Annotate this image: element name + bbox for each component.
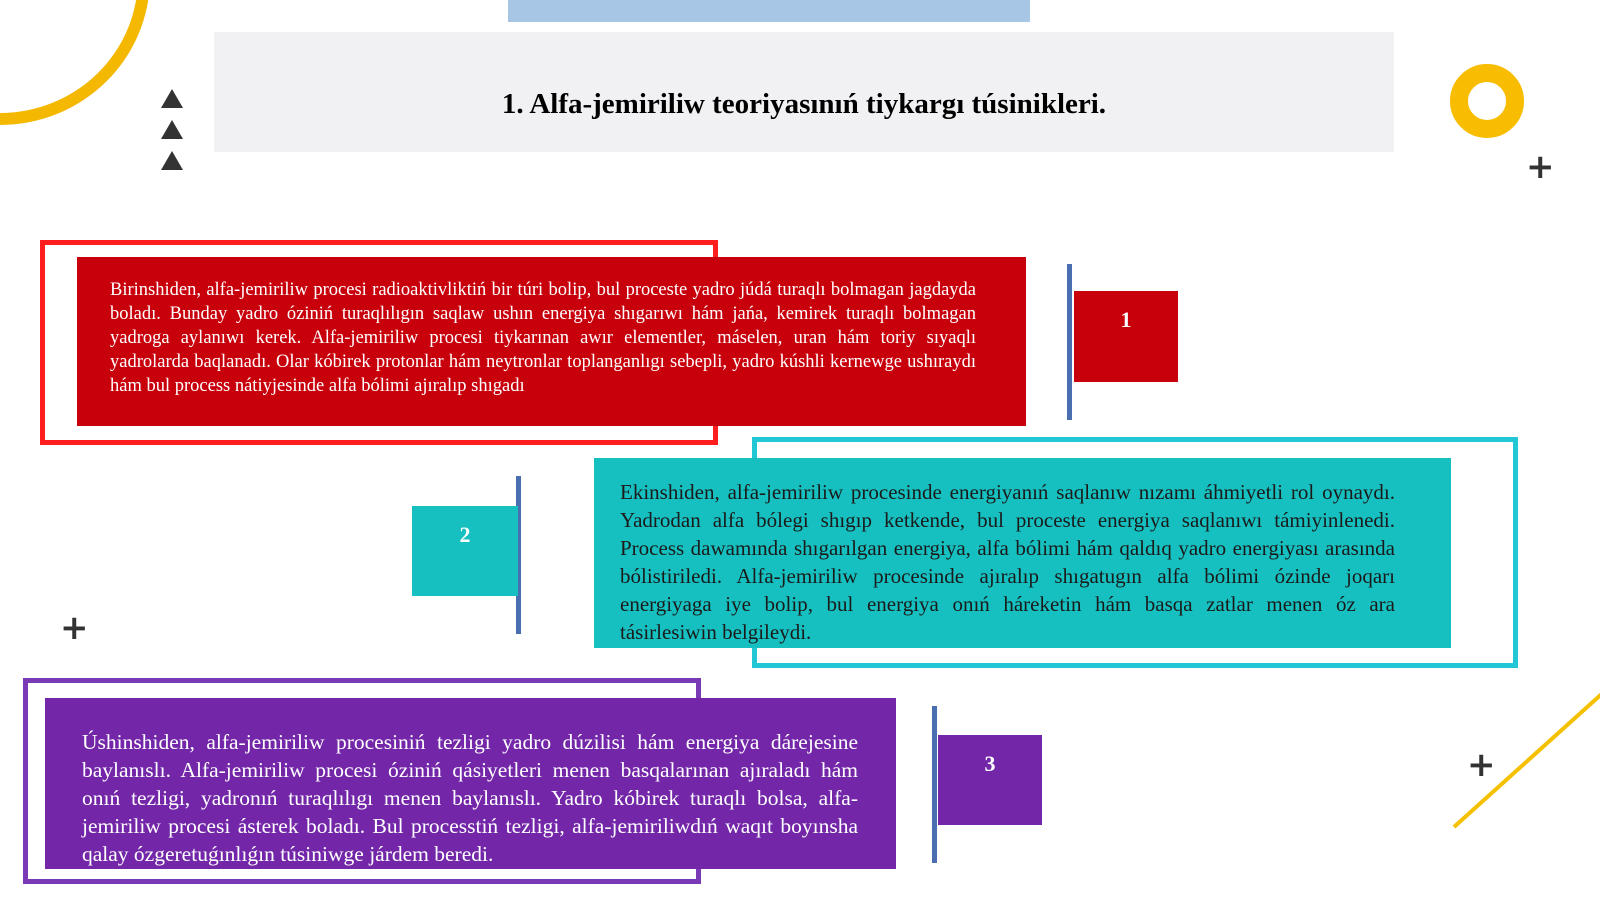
section-3-text: Úshinshiden, alfa-jemiriliw procesiniń tezligi yadro dúzilisi hám energiya dárejesine baylanıslı. Alfa-jemiriliw procesi óziniń qásiyetleri menen basqalarınan ajıraladı hám onıń tezligi, yadronıń turaqlılıgı menen baylanıslı. Yadro kóbirek turaqlı bolsa, alfa-jemiriliw procesi ásterek boladı. Bul processtiń tezligi, alfa-jemiriliwdıń waqıt boyınsha qalay ózgeretuǵınlıǵın túsiniwge járdem beredi. [45, 698, 896, 869]
plus-icon: + [60, 608, 89, 648]
plus-icon: + [1526, 147, 1555, 187]
page-title: 1. Alfa-jemiriliw teoriyasınıń tiykargı túsinikleri. [501, 88, 1107, 120]
plus-icon: + [1467, 745, 1496, 785]
top-accent-bar [508, 0, 1030, 22]
section-1-text: Birinshiden, alfa-jemiriliw procesi radioaktivliktiń bir túri bolip, bul proceste yadro júdá turaqlı bolmagan jagdayda boladı. Bunday yadro óziniń turaqlılıgın saqlaw ushın energiya shıgarıwı hám jańa, kemirek turaqlı bolmagan yadroga aylanıwı kerek. Alfa-jemiriliw procesi tiykarınan awır elementler, máselen, uran hám toriy sıyaqlı yadrolarda baqlanadı. Olar kóbirek protonlar hám neytronlar toplanganlıgı sebepli, yadro kúshli kernewge ushıraydı hám bul process nátiyjesinde alfa bólimi ajıralıp shıgadı [77, 257, 1026, 426]
triangle-icon [161, 151, 183, 170]
ring-icon [1450, 64, 1524, 138]
yellow-arc-decoration [0, 0, 150, 125]
triangle-icon [161, 89, 183, 108]
section-2-text: Ekinshiden, alfa-jemiriliw procesinde energiyanıń saqlanıw nızamı áhmiyetli rol oynaydı. Yadrodan alfa bólegi shıgıp ketkende, bul proceste energiya saqlanıwı támiyinlenedi. Process dawamında shıgarılgan energiya, alfa bólimi hám qaldıq yadro energiyası arasında bólistiriledi. Alfa-jemiriliw procesinde ajıralıp shıgatugın alfa bólimi ózinde joqarı energiyaga iye bolip, bul energiya onıń háreketin hám basqa zatlar menen óz ara tásirlesiwin belgileydi. [594, 458, 1451, 648]
flag-pole [1067, 264, 1072, 420]
section-2-number: 2 [412, 506, 518, 596]
section-1-number: 1 [1074, 291, 1178, 382]
section-3-number: 3 [938, 735, 1042, 825]
flag-pole [932, 706, 937, 863]
triangle-icon [161, 120, 183, 139]
